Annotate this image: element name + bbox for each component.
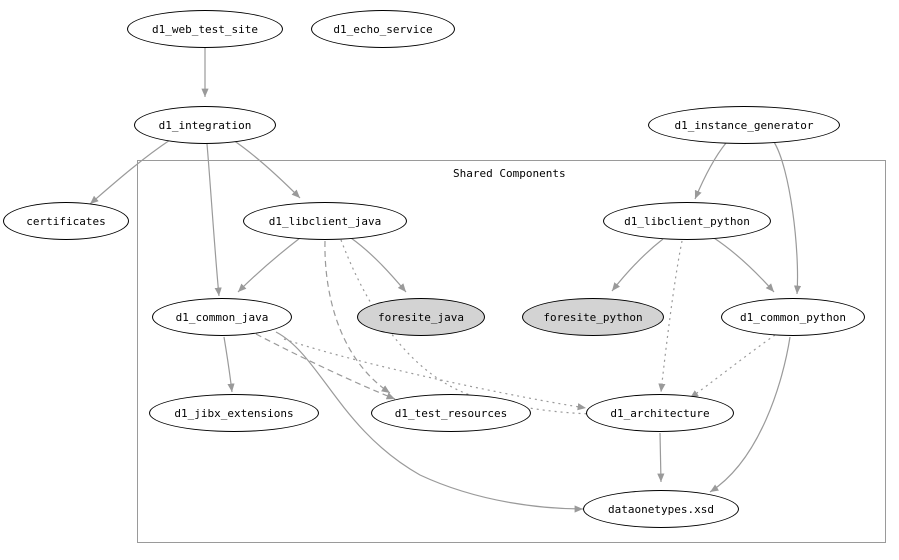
node-label: d1_echo_service bbox=[333, 22, 433, 36]
edge-d1_libclient_java-foresite_java bbox=[351, 238, 406, 292]
edge-d1_common_java-d1_jibx_extensions bbox=[224, 337, 232, 392]
node-d1-common-java[interactable] bbox=[152, 298, 292, 336]
node-d1-libclient-python[interactable] bbox=[603, 202, 771, 240]
edge-d1_libclient_java-d1_common_java bbox=[238, 238, 300, 292]
edge-d1_libclient_python-d1_common_python bbox=[714, 238, 774, 292]
node-label: d1_architecture bbox=[610, 406, 710, 420]
node-d1-test-resources[interactable] bbox=[371, 394, 531, 432]
node-d1-libclient-java[interactable] bbox=[243, 202, 407, 240]
node-foresite-python[interactable] bbox=[522, 298, 664, 336]
node-d1-jibx-extensions[interactable] bbox=[149, 394, 319, 432]
node-d1-architecture[interactable] bbox=[586, 394, 734, 432]
node-d1-integration[interactable] bbox=[134, 106, 276, 144]
node-d1-common-python[interactable] bbox=[721, 298, 865, 336]
edge-d1_instance_generator-d1_libclient_python bbox=[695, 143, 726, 199]
node-label: d1_web_test_site bbox=[152, 22, 258, 36]
edge-d1_common_java-d1_test_resources bbox=[256, 334, 395, 399]
edge-d1_integration-d1_libclient_java bbox=[233, 140, 300, 198]
node-label: d1_common_java bbox=[175, 310, 269, 324]
node-label: d1_integration bbox=[158, 118, 252, 132]
node-label: d1_instance_generator bbox=[674, 118, 814, 132]
node-label: d1_libclient_python bbox=[624, 214, 750, 228]
node-d1-instance-generator[interactable] bbox=[648, 106, 840, 144]
edge-d1_integration-d1_common_java bbox=[207, 144, 219, 296]
node-certificates[interactable] bbox=[3, 202, 129, 240]
node-label: d1_common_python bbox=[740, 310, 846, 324]
edge-d1_integration-certificates bbox=[90, 140, 170, 204]
node-label: d1_libclient_java bbox=[268, 214, 382, 228]
node-foresite-java[interactable] bbox=[357, 298, 485, 336]
node-label: d1_test_resources bbox=[394, 406, 508, 420]
cluster-label: Shared Components bbox=[453, 167, 566, 180]
node-label: d1_jibx_extensions bbox=[174, 406, 294, 420]
node-dataonetypes-xsd[interactable] bbox=[583, 490, 739, 528]
node-label: dataonetypes.xsd bbox=[608, 502, 714, 516]
node-d1-echo-service[interactable] bbox=[311, 10, 455, 48]
edge-d1_libclient_python-d1_architecture bbox=[661, 241, 682, 392]
node-label: foresite_java bbox=[377, 310, 465, 324]
node-label: certificates bbox=[26, 214, 106, 228]
edge-d1_instance_generator-d1_common_python bbox=[774, 142, 798, 294]
node-label: foresite_python bbox=[543, 310, 643, 324]
edge-d1_architecture-dataonetypes bbox=[660, 433, 661, 482]
edge-d1_libclient_python-foresite_python bbox=[612, 239, 663, 291]
edge-d1_common_python-d1_architecture bbox=[690, 335, 775, 398]
node-d1-web-test-site[interactable] bbox=[127, 10, 283, 48]
